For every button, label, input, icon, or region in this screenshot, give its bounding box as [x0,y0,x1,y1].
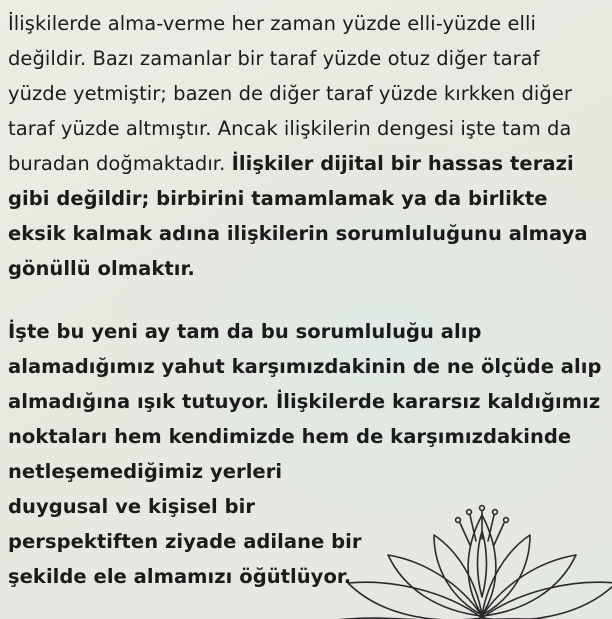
document-text-body [8,6,602,594]
paragraph-2-run-1-bold: İşte bu yeni ay tam da bu sorumluluğu alıp alamadığımız yahut karşımızdakinin de ne ölçüde alıp almadığına ışık tutuyor. İlişkilerde kararsız kaldığımız noktaları hem kendimizde hem de karşımızdakinde [8,320,602,448]
paragraph-2-run-2-bold-narrow: netleşemediğimiz yerleri duygusal ve kişisel bir perspektiften ziyade adilane bir şekilde ele almamızı öğütlüyor. [8,460,362,588]
paragraph-1 [8,6,602,286]
paragraph-1-run-1: İlişkilerde alma-verme her zaman yüzde elli-yüzde elli değildir. Bazı zamanlar bir taraf yüzde otuz diğer taraf yüzde yetmiştir; bazen de diğer taraf yüzde kırkken diğer taraf yüzde altmıştır. Ancak ilişkilerin dengesi işte tam da buradan doğmaktadır. [8,12,572,175]
paragraph-1-run-2-bold: İlişkiler dijital bir hassas terazi gibi değildir; birbirini tamamlamak ya da birlikte eksik kalmak adına ilişkilerin sorumluluğunu almaya gönüllü olmaktır. [8,152,588,280]
paragraph-2 [8,314,602,594]
